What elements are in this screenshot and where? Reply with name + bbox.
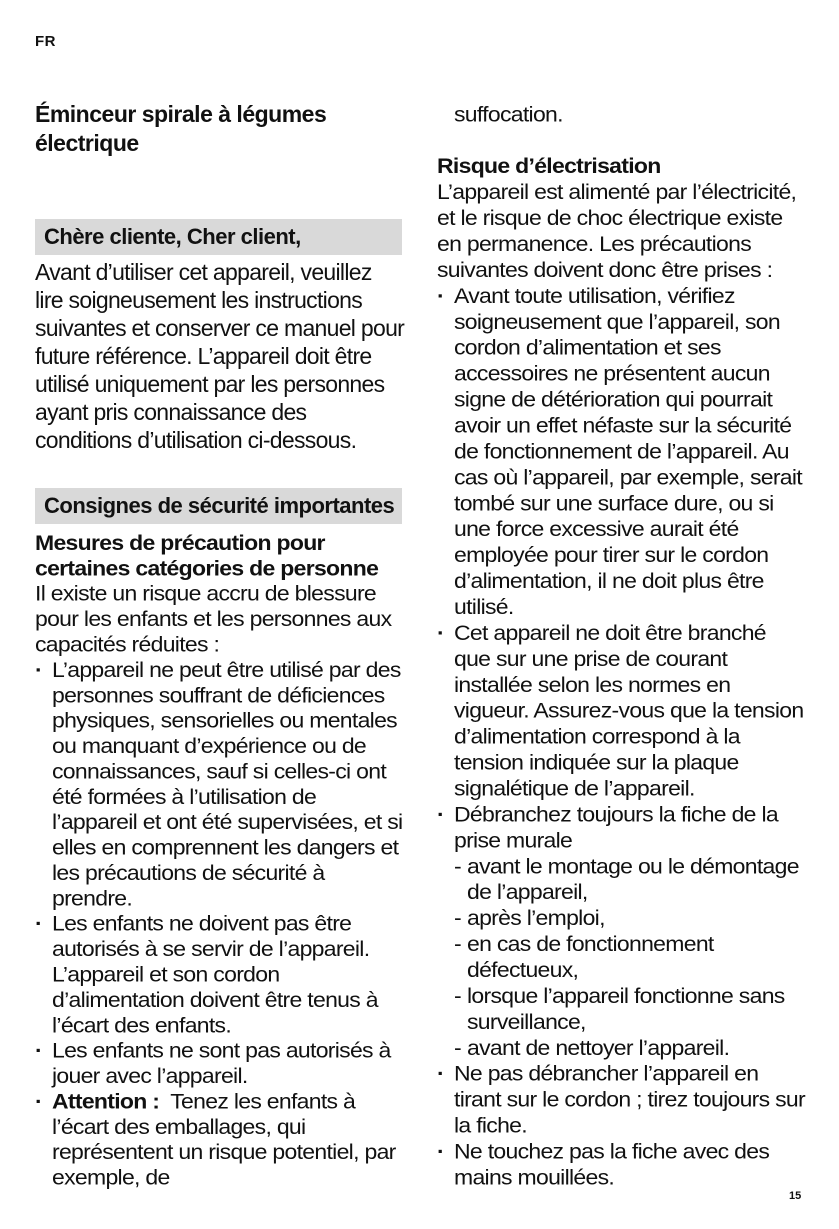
list-item: [437, 801, 807, 1060]
document-title: Éminceur spirale à légumes électrique: [35, 101, 327, 156]
electric-list: [437, 282, 807, 1189]
safety-heading: Consignes de sécurité importantes: [35, 488, 402, 524]
unplug-text: · Débranchez toujours la fiche de la prise murale: [454, 801, 778, 852]
intro-paragraph: Avant d’utiliser cet appareil, veuillez lire soigneusement les instructions suivantes et conserver ce manuel pour future référence. L’appareil doit être utilisé uniquement par les personnes ayant pris connaissance des conditions d’utilisation ci-dessous.: [35, 259, 405, 453]
electric-intro: L’appareil est alimenté par l’électricité, et le risque de choc électrique existe en permanence. Les précautions suivantes doivent donc être prises :: [437, 179, 797, 282]
electric-heading: Risque d’électrisation: [437, 153, 661, 178]
list-item: - avant de nettoyer l’appareil.: [454, 1034, 807, 1060]
list-item: · Cet appareil ne doit être branché que sur une prise de courant installée selon les normes en vigueur. Assurez-vous que la tension d’alimentation correspond à la tension indiquée sur la plaque signalétique de l’appareil.: [437, 620, 807, 801]
attention-item: [35, 1088, 405, 1190]
list-item: · L’appareil ne peut être utilisé par des personnes souffrant de déficiences physiques, sensorielles ou mentales ou manquant d’expérience ou de connaissances, sauf si celles-ci ont été formées à l’utilisation de l’appareil et ont été supervisées, et si elles en comprennent les dangers et les précautions de sécurité à prendre.: [35, 657, 405, 911]
continuation-text: suffocation.: [454, 101, 563, 127]
language-code: FR: [35, 33, 56, 50]
attention-label: Attention :: [52, 1089, 160, 1113]
precaution-section: [35, 530, 405, 1190]
right-column: [437, 101, 807, 1190]
precaution-heading: Mesures de précaution pour certaines catégories de personne: [35, 530, 379, 580]
list-item: - après l’emploi,: [454, 905, 807, 931]
list-item: · Les enfants ne sont pas autorisés à jouer avec l’appareil.: [35, 1038, 405, 1089]
precaution-list: [35, 657, 405, 1190]
list-item: - lorsque l’appareil fonctionne sans surveillance,: [454, 983, 807, 1035]
precaution-intro: Il existe un risque accru de blessure pour les enfants et les personnes aux capacités réduites :: [35, 581, 392, 657]
unplug-conditions: [454, 853, 807, 1060]
list-item: · Ne pas débrancher l’appareil en tirant sur le cordon ; tirez toujours sur la fiche.: [437, 1060, 807, 1138]
attention-text: Tenez les enfants à l’écart des emballages, qui représentent un risque potentiel, par exemple, de: [52, 1089, 396, 1190]
list-item: - avant le montage ou le démontage de l’appareil,: [454, 853, 807, 905]
page-number: 15: [789, 1190, 802, 1202]
list-item: - en cas de fonctionnement défectueux,: [454, 931, 807, 983]
greeting-heading: Chère cliente, Cher client,: [35, 219, 402, 255]
list-item: · Les enfants ne doivent pas être autorisés à se servir de l’appareil. L’appareil et son cordon d’alimentation doivent être tenus à l’écart des enfants.: [35, 911, 405, 1038]
list-item: · Ne touchez pas la fiche avec des mains mouillées.: [437, 1138, 807, 1190]
list-item: · Avant toute utilisation, vérifiez soigneusement que l’appareil, son cordon d’alimentation et ses accessoires ne présentent aucun signe de détérioration qui pourrait avoir un effet néfaste sur la sécurité de fonctionnement de l’appareil. Au cas où l’appareil, par exemple, serait tombé sur une surface dure, ou si une force excessive aurait été employée pour tirer sur le cordon d’alimentation, il ne doit plus être utilisé.: [437, 282, 807, 619]
